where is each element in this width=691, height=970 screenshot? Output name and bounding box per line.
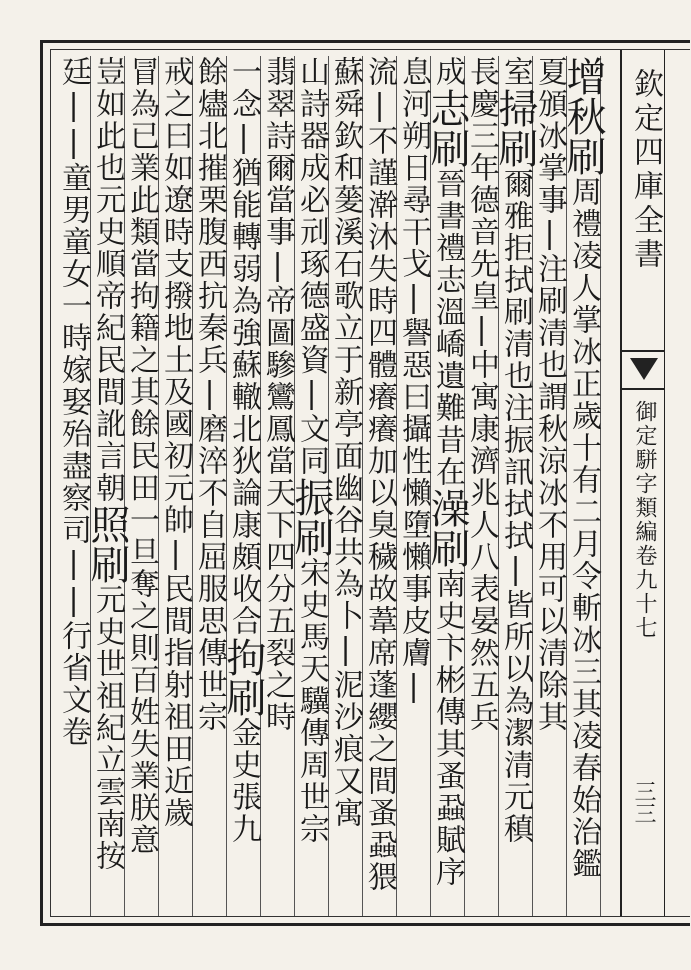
text-column [424, 56, 470, 916]
headword: 振 [288, 477, 334, 517]
text-column [193, 56, 227, 916]
text-segment: 夏頒冰掌事|注刷清也謂秋涼冰不用可以清除其 [532, 56, 567, 733]
text-segment: 元史世祖紀立雲南按 [90, 584, 125, 872]
text-column [125, 56, 159, 916]
text-column [57, 56, 91, 916]
text-segment: 周禮凌人掌冰正歲十有二月令斬冰三其凌春始治鑑 [566, 176, 601, 880]
text-segment: 南史卞彬傳其蚤蝨賦序 [430, 568, 465, 888]
text-column [261, 56, 295, 916]
text-column [329, 56, 363, 916]
headword: 志 [424, 88, 470, 128]
text-segment: 晉書禮志溫嶠遺難昔在 [430, 168, 465, 488]
text-column [363, 56, 397, 916]
headword: 澡 [424, 488, 470, 528]
text-segment: 宋史馬天驥傳周世宗 [294, 557, 329, 845]
headword: 拘 [220, 637, 266, 677]
text-segment: 流|不謹澣沐失時四體癢癢加以臭穢故葦席蓬纓之間蚤蝨猥 [362, 56, 397, 893]
headword: 刷 [560, 136, 606, 176]
text-segment: 戒之曰如遼時支撥地土及國初元帥|民間指射祖田近歲 [158, 56, 193, 829]
headword: 掃 [492, 88, 538, 128]
text-column [397, 56, 431, 916]
text-segment: 金史張九 [226, 717, 261, 845]
fish-tail-mark [622, 350, 664, 390]
headword: 照 [84, 504, 130, 544]
headword: 刷 [424, 128, 470, 168]
text-segment: 息河朔日尋干戈|譽惡曰攝性懶墮懶事皮膚| [396, 56, 431, 706]
text-column [159, 56, 193, 916]
text-segment: 翡翠詩爾當事|帝圖驂鸞鳳當天下四分五裂之時 [260, 56, 295, 733]
text-column [533, 56, 567, 916]
headword: 刷 [424, 528, 470, 568]
text-column [288, 56, 334, 916]
headword: 刷 [220, 677, 266, 717]
text-column [84, 56, 130, 916]
text-column [465, 56, 499, 916]
text-segment: 室 [498, 56, 533, 88]
headword: 刷 [84, 544, 130, 584]
headword: 刷 [288, 517, 334, 557]
text-column [220, 56, 266, 916]
text-segment: 山詩器成必刓琢德盛資|文同 [294, 56, 329, 477]
page-number: 三三 [631, 780, 656, 824]
text-segment: 一念|猶能轉弱為強蘇轍北狄論康頗收合 [226, 56, 261, 637]
headword: 刷 [492, 128, 538, 168]
text-column [560, 56, 606, 916]
text-segment: 成 [430, 56, 465, 88]
text-segment: 蘇舜欽和蓌溪石歌立于新亭面幽谷共為卜|泥沙痕又寓 [328, 56, 363, 829]
text-segment: 餘燼北摧栗腹西抗秦兵|磨淬不自屈服思傳世宗 [192, 56, 227, 733]
text-segment: 長慶三年德音先皇|中寓康濟兆人八表晏然五兵 [464, 56, 499, 733]
text-segment: 豈如此也元史順帝紀民間訛言朝 [90, 56, 125, 504]
text-column [492, 56, 538, 916]
headword: 增 [560, 56, 606, 96]
headword: 秋 [560, 96, 606, 136]
text-segment: 爾雅拒拭刷清也注振訊拭拭|皆所以為潔清元稹 [498, 168, 533, 845]
page-margin [620, 50, 665, 916]
book-title: 欽定四庫全書 [628, 68, 663, 272]
volume-label: 御定駢字類編卷九十七 [632, 400, 657, 640]
text-segment: 冒為已業此類當拘籍之其餘民田一旦奪之則百姓失業朕意 [124, 56, 159, 856]
text-segment: 廷||童男童女一時嫁娶殆盡察司||行省文卷 [56, 56, 91, 748]
